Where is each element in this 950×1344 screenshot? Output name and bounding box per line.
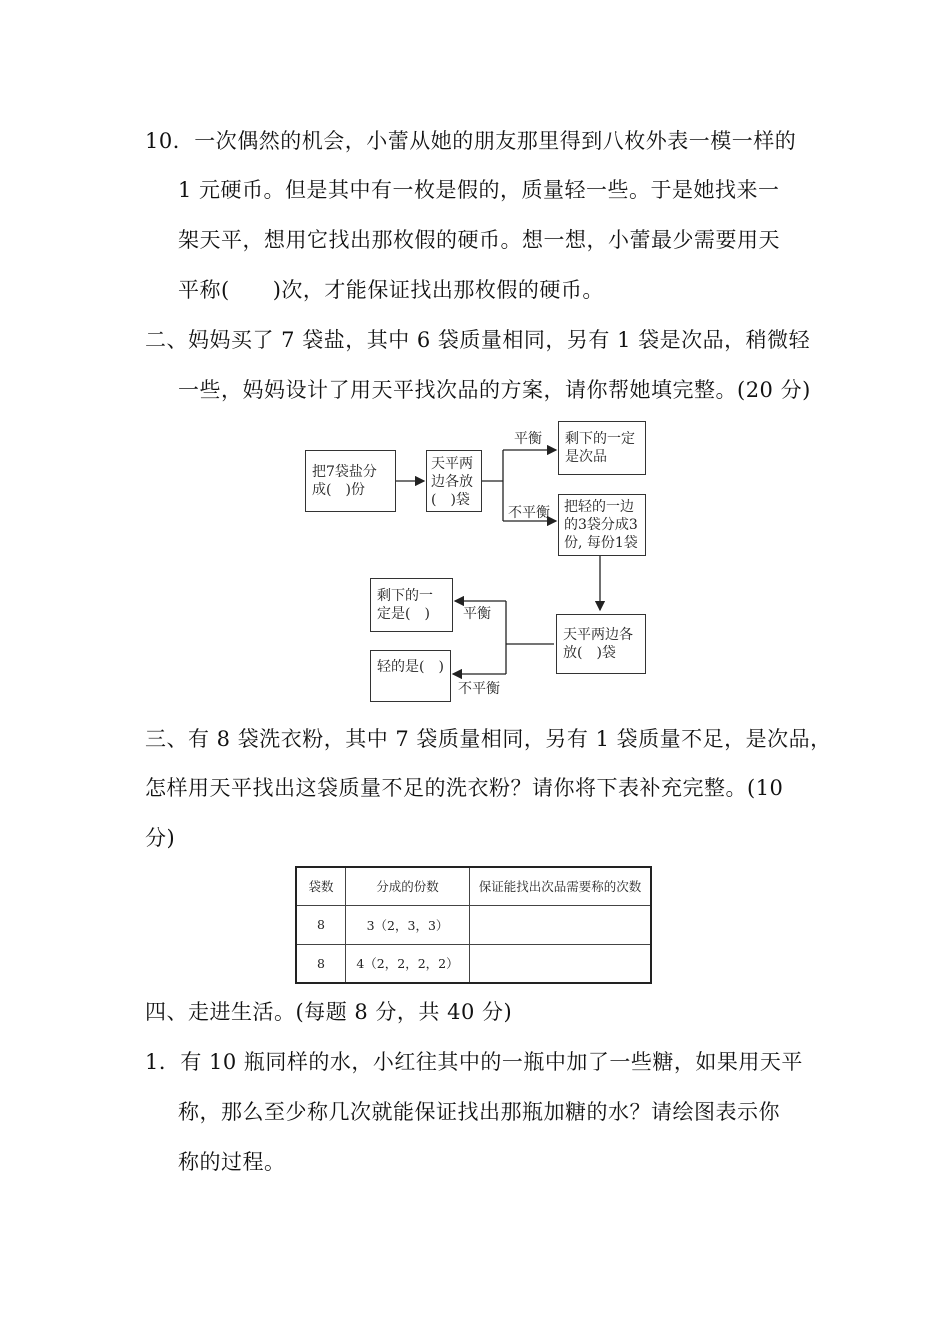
flow-box-split3: 把轻的一边的3袋分成3份, 每份1袋 (558, 494, 646, 556)
flow-label-unbalance-2: 不平衡 (458, 681, 500, 697)
flow-box-lighter: 轻的是( ) (370, 650, 451, 702)
section3-line-2: 怎样用天平找出这袋质量不足的洗衣粉？请你将下表补充完整。(10 (145, 776, 784, 800)
q10-line-3: 架天平，想用它找出那枚假的硬币。想一想，小蕾最少需要用天 (178, 228, 780, 252)
weighing-table (295, 866, 652, 984)
section3-line-1: 三、有 8 袋洗衣粉，其中 7 袋质量相同，另有 1 袋质量不足，是次品， (145, 727, 832, 751)
table-header-parts: 分成的份数 (346, 867, 470, 905)
flow-box-remaining1: 剩下的一定是次品 (558, 421, 646, 475)
section4-title: 四、走进生活。(每题 8 分，共 40 分) (145, 1000, 513, 1024)
section2-line-1: 二、妈妈买了 7 袋盐，其中 6 袋质量相同，另有 1 袋是次品，稍微轻 (145, 328, 811, 352)
section2-line-2: 一些，妈妈设计了用天平找次品的方案，请你帮她填完整。(20 分) (178, 378, 811, 402)
table-cell-parts: 3（2，3，3） (346, 905, 470, 944)
table-header-times: 保证能找出次品需要称的次数 (470, 867, 652, 905)
q10-line-4: 平称( )次，才能保证找出那枚假的硬币。 (178, 278, 604, 302)
flow-box-scale1: 天平两边各放( )袋 (426, 450, 482, 512)
table-row (296, 905, 651, 944)
q10-line-2: 1 元硬币。但是其中有一枚是假的，质量轻一些。于是她找来一 (178, 178, 780, 202)
flow-label-unbalance-1: 不平衡 (508, 505, 550, 521)
section4-q1-line-2: 称，那么至少称几次就能保证找出那瓶加糖的水？请绘图表示你 (178, 1100, 780, 1124)
section4-q1-line-3: 称的过程。 (178, 1150, 286, 1174)
table-cell-answer[interactable] (470, 905, 652, 944)
flow-box-remaining2: 剩下的一定是( ) (370, 578, 453, 632)
table-header-bags: 袋数 (296, 867, 346, 905)
flow-box-split: 把7袋盐分成( )份 (305, 450, 396, 512)
table-cell-bags: 8 (296, 944, 346, 983)
table-header-row (296, 867, 651, 905)
table-cell-answer[interactable] (470, 944, 652, 983)
table-cell-bags: 8 (296, 905, 346, 944)
section4-q1-line-1: 1．有 10 瓶同样的水，小红往其中的一瓶中加了一些糖，如果用天平 (145, 1050, 803, 1074)
flow-label-balance-2: 平衡 (463, 606, 491, 622)
section3-line-3: 分) (145, 826, 176, 850)
table-row (296, 944, 651, 983)
table-cell-parts: 4（2，2，2，2） (346, 944, 470, 983)
q10-line-1: 10．一次偶然的机会，小蕾从她的朋友那里得到八枚外表一模一样的 (145, 129, 797, 153)
flow-box-scale2: 天平两边各放( )袋 (556, 614, 646, 674)
flow-label-balance-1: 平衡 (514, 431, 542, 447)
